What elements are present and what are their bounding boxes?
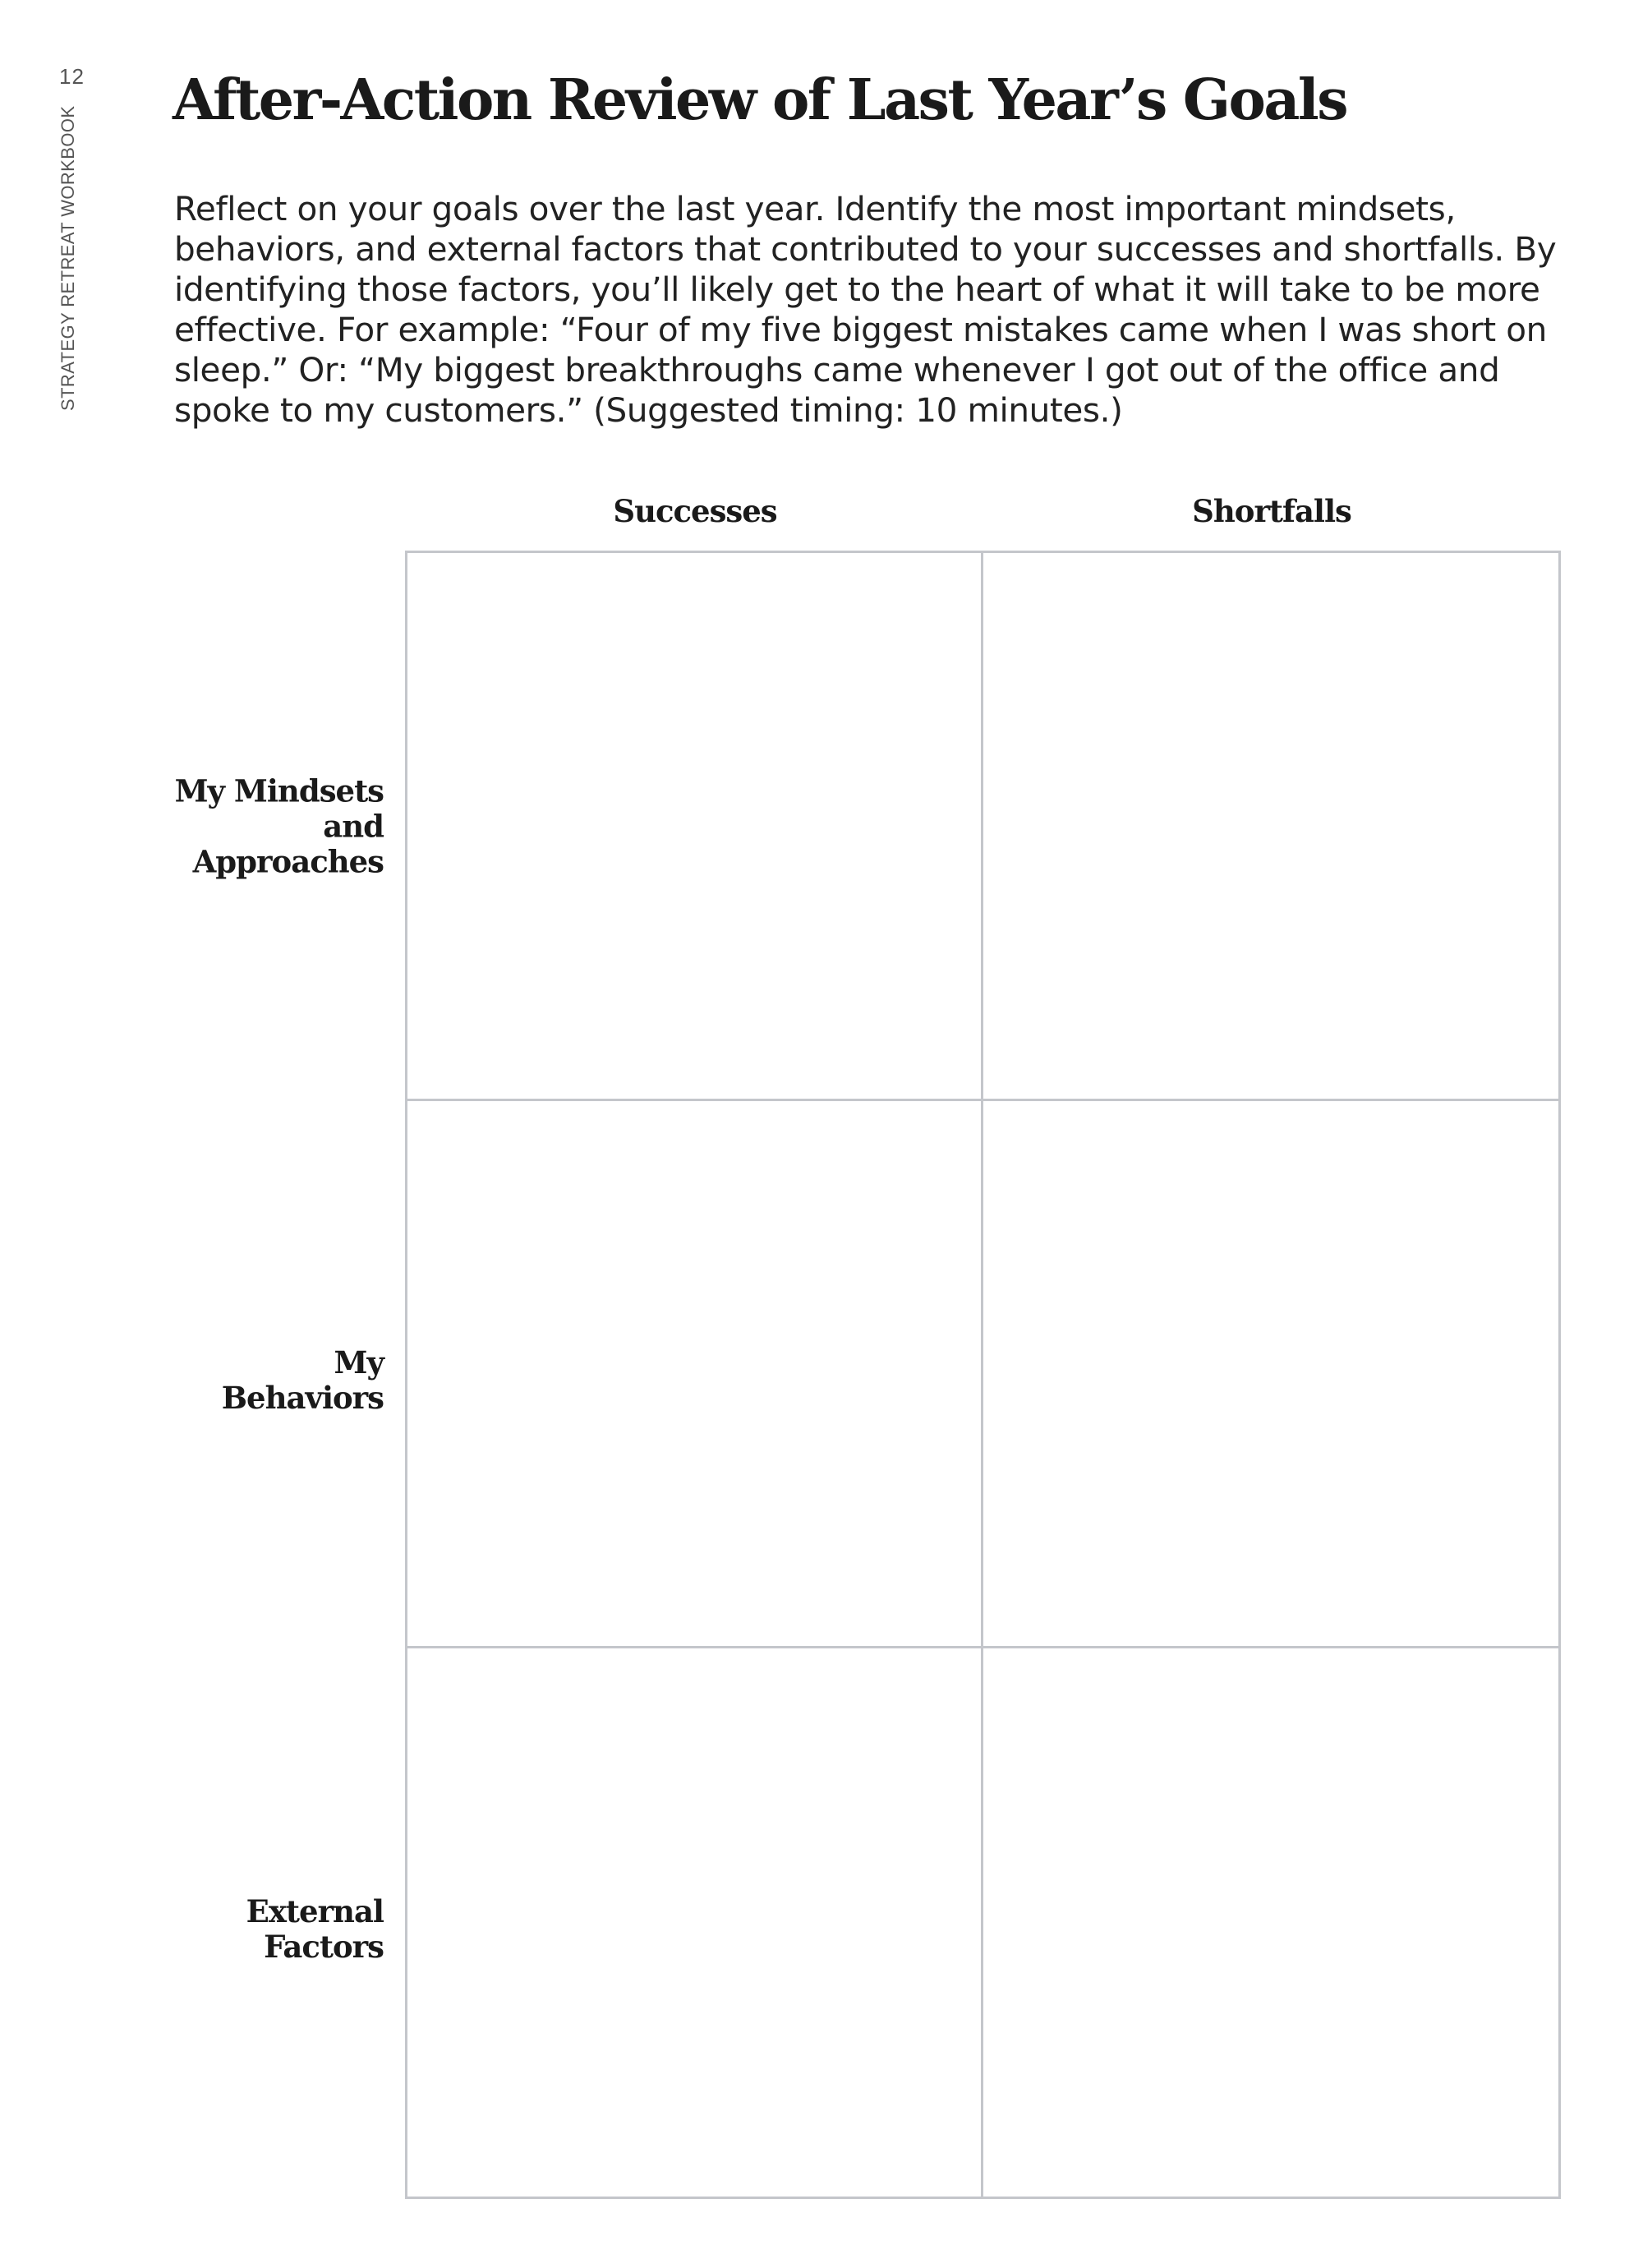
intro-paragraph: Reflect on your goals over the last year. Identify the most important mindsets, behaviors, and external factors that contributed to your successes and shortfalls. By identifying those factors, you’ll likely get to the heart of what it will take to be more effective. For example: “Four of my five biggest mistakes came when I was short on sleep.” Or: “My biggest breakthroughs came whenever I got out of the office and spoke to my customers.” (Suggested timing: 10 minutes.) <box>174 189 1557 430</box>
page-title: After-Action Review of Last Year’s Goals <box>173 67 1347 133</box>
cell-external-shortfalls[interactable] <box>983 1648 1559 2197</box>
row-label-line: Approaches <box>192 843 384 880</box>
row-label-line: and <box>323 808 384 845</box>
cell-behaviors-successes[interactable] <box>407 1101 983 1649</box>
cell-mindsets-successes[interactable] <box>407 553 983 1101</box>
cell-external-successes[interactable] <box>407 1648 983 2197</box>
row-label-behaviors <box>137 1345 384 1416</box>
column-header-successes: Successes <box>613 493 777 529</box>
row-label-line: Factors <box>264 1929 384 1965</box>
row-label-line: External <box>246 1893 384 1929</box>
row-label-mindsets <box>137 774 384 880</box>
row-label-line: My <box>334 1344 384 1381</box>
column-header-shortfalls: Shortfalls <box>1192 493 1351 529</box>
page-number: 12 <box>59 64 85 89</box>
row-label-line: My Mindsets <box>174 772 384 809</box>
review-grid <box>405 551 1561 2199</box>
running-head: STRATEGY RETREAT WORKBOOK <box>58 105 78 411</box>
row-label-external-factors <box>137 1894 384 1965</box>
cell-behaviors-shortfalls[interactable] <box>983 1101 1559 1649</box>
row-label-line: Behaviors <box>221 1380 384 1416</box>
cell-mindsets-shortfalls[interactable] <box>983 553 1559 1101</box>
